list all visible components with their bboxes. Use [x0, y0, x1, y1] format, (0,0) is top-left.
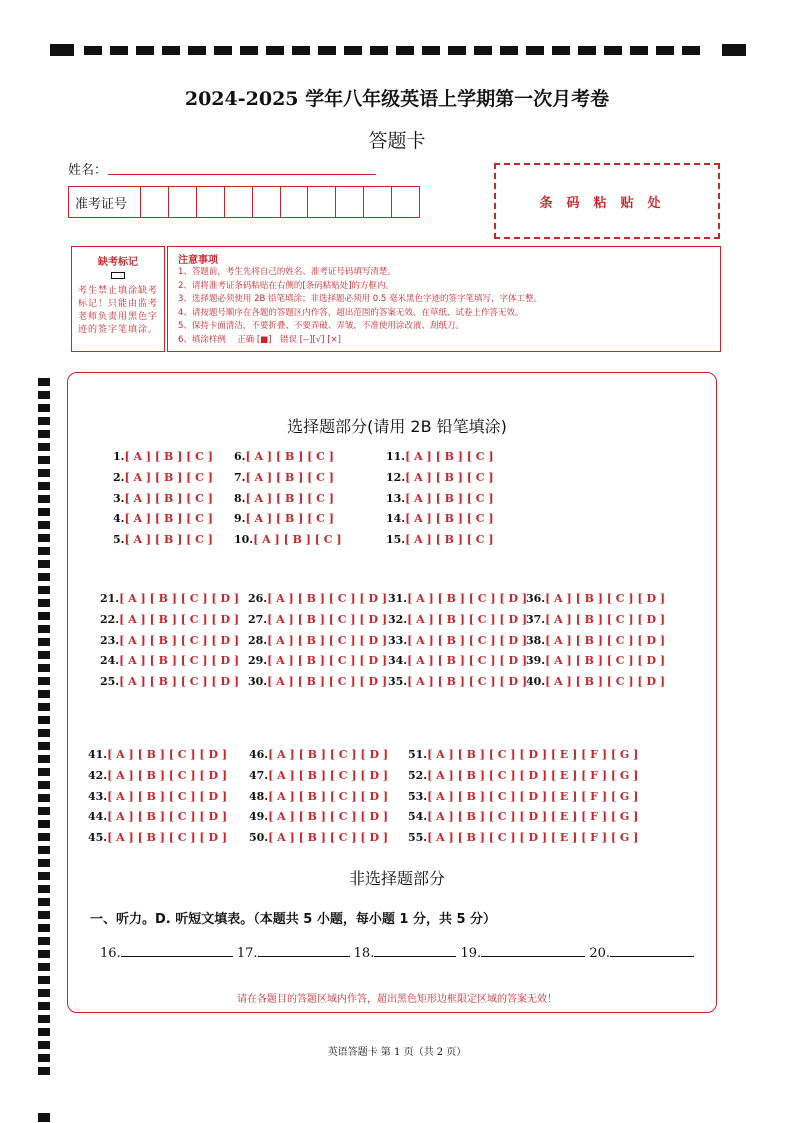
timing-mark: [38, 781, 50, 789]
answer-question[interactable]: [526, 654, 665, 667]
timing-mark: [38, 742, 50, 750]
answer-question[interactable]: [526, 592, 665, 605]
answer-question[interactable]: [388, 654, 527, 667]
answer-question[interactable]: [100, 634, 239, 647]
question-number: 34.: [388, 654, 408, 668]
notice-line: 6、填涂样例 正确 [■] 错误 [--][√] [×]: [178, 334, 341, 345]
timing-mark: [38, 846, 50, 854]
answer-question[interactable]: [113, 533, 213, 546]
question-number: 3.: [113, 491, 125, 505]
question-number: 50.: [249, 831, 269, 845]
timing-mark: [38, 703, 50, 711]
question-number: 35.: [388, 675, 408, 689]
answer-options[interactable]: [ A ] [ B ] [ C ] [ D ]: [119, 633, 240, 647]
answer-options[interactable]: [ A ] [ B ] [ C ] [ D ]: [545, 654, 666, 668]
exam-id-field[interactable]: [68, 186, 420, 218]
answer-options[interactable]: [ A ] [ B ] [ C ]: [405, 450, 494, 463]
answer-question[interactable]: [249, 748, 388, 761]
timing-mark: [38, 534, 50, 542]
blank-number: 19.: [460, 946, 482, 961]
timing-mark: [526, 46, 544, 55]
exam-id-digit-cell[interactable]: [225, 187, 253, 217]
exam-id-digit-cell[interactable]: [392, 187, 419, 217]
notice-title: 注意事项: [178, 255, 218, 266]
answer-options[interactable]: [ A ] [ B ] [ C ] [ D ]: [119, 592, 240, 605]
question-number: 45.: [88, 831, 108, 845]
answer-options[interactable]: [ A ] [ B ] [ C ]: [124, 470, 213, 484]
answer-question[interactable]: [113, 512, 213, 525]
timing-mark: [38, 521, 50, 529]
question-number: 39.: [526, 654, 546, 668]
answer-options[interactable]: [ A ] [ B ] [ C ]: [245, 450, 334, 463]
timing-mark: [38, 755, 50, 763]
answer-options[interactable]: [ A ] [ B ] [ C ] [ D ]: [407, 654, 528, 668]
timing-mark: [38, 664, 50, 672]
answer-options[interactable]: [ A ] [ B ] [ C ] [ D ]: [107, 831, 228, 845]
answer-question[interactable]: [388, 675, 527, 688]
answer-question[interactable]: [234, 512, 334, 525]
timing-mark: [552, 46, 570, 55]
answer-options[interactable]: [ A ] [ B ] [ C ] [ D ]: [267, 654, 388, 668]
timing-mark: [38, 651, 50, 659]
timing-mark: [38, 898, 50, 906]
answer-options[interactable]: [ A ] [ B ] [ C ] [ D ]: [268, 831, 389, 845]
question-number: 26.: [248, 592, 268, 605]
timing-mark: [84, 46, 102, 55]
answer-question[interactable]: [248, 675, 387, 688]
barcode-area: 条码粘贴处: [494, 163, 720, 239]
timing-mark: [266, 46, 284, 55]
timing-mark: [38, 560, 50, 568]
timing-mark: [318, 46, 336, 55]
blank-number: 18.: [353, 946, 375, 961]
answer-options[interactable]: [ A ] [ B ] [ C ] [ D ]: [107, 748, 228, 761]
timing-mark: [292, 46, 310, 55]
timing-mark: [188, 46, 206, 55]
top-timing-marks: [50, 44, 746, 56]
answer-options[interactable]: [ A ] [ B ] [ C ] [ D ]: [407, 612, 528, 626]
listening-blanks: [100, 944, 694, 961]
timing-mark: [38, 638, 50, 646]
question-number: 25.: [100, 675, 120, 689]
question-number: 44.: [88, 810, 108, 824]
question-number: 8.: [234, 491, 246, 505]
timing-mark: [448, 46, 466, 55]
answer-options[interactable]: [ A ] [ B ] [ C ] [ D ] [ E ] [ F ] [ G ]: [427, 748, 639, 761]
timing-mark: [38, 1015, 50, 1023]
exam-id-label: 准考证号: [69, 187, 141, 217]
answer-options[interactable]: [ A ] [ B ] [ C ] [ D ]: [268, 789, 389, 803]
timing-mark: [370, 46, 388, 55]
absent-mark-title: 缺考标记: [98, 257, 138, 268]
answer-options[interactable]: [ A ] [ B ] [ C ] [ D ]: [407, 633, 528, 647]
answer-options[interactable]: [ A ] [ B ] [ C ] [ D ]: [107, 768, 228, 782]
answer-options[interactable]: [ A ] [ B ] [ C ]: [245, 491, 334, 505]
timing-mark: [38, 586, 50, 594]
answer-options[interactable]: [ A ] [ B ] [ C ] [ D ]: [119, 654, 240, 668]
answer-question[interactable]: [100, 654, 239, 667]
timing-mark: [38, 1113, 50, 1122]
answer-question[interactable]: [248, 634, 387, 647]
answer-question[interactable]: [408, 831, 638, 844]
answer-question[interactable]: [386, 533, 494, 546]
question-number: 52.: [408, 768, 428, 782]
answer-question[interactable]: [113, 471, 213, 484]
answer-question[interactable]: [248, 654, 387, 667]
question-number: 51.: [408, 748, 428, 761]
answer-question[interactable]: [100, 675, 239, 688]
timing-mark: [38, 924, 50, 932]
timing-mark: [38, 469, 50, 477]
question-number: 54.: [408, 810, 428, 824]
question-number: 2.: [113, 470, 125, 484]
notice-line: 5、保持卡面清洁，不要折叠、不要弄破、弄皱，不准使用涂改液、刮纸刀。: [178, 321, 464, 331]
name-label: 姓名：: [68, 163, 108, 178]
answer-options[interactable]: [ A ] [ B ] [ C ] [ D ]: [545, 675, 666, 689]
timing-mark: [604, 46, 622, 55]
answer-question[interactable]: [234, 450, 334, 463]
blank-number: 16.: [100, 946, 121, 961]
question-number: 23.: [100, 633, 120, 647]
answer-question[interactable]: [386, 450, 494, 463]
answer-question[interactable]: [88, 810, 227, 823]
timing-mark: [38, 625, 50, 633]
answer-question[interactable]: [249, 810, 388, 823]
timing-mark: [656, 46, 674, 55]
answer-options[interactable]: [ A ] [ B ] [ C ] [ D ]: [407, 592, 528, 605]
answer-question[interactable]: [526, 675, 665, 688]
answer-question[interactable]: [388, 634, 527, 647]
answer-options[interactable]: [ A ] [ B ] [ C ]: [124, 512, 213, 526]
exam-id-digit-cell[interactable]: [364, 187, 392, 217]
name-field[interactable]: [108, 174, 376, 175]
question-number: 7.: [234, 470, 246, 484]
answer-options[interactable]: [ A ] [ B ] [ C ]: [124, 450, 213, 463]
timing-mark: [344, 46, 362, 55]
answer-question[interactable]: [526, 613, 665, 626]
answer-options[interactable]: [ A ] [ B ] [ C ]: [124, 491, 213, 505]
answer-options[interactable]: [ A ] [ B ] [ C ] [ D ] [ E ] [ F ] [ G ]: [427, 768, 639, 782]
notice-line: 1、答题前，考生先将自己的姓名、准考证号码填写清楚。: [178, 267, 396, 277]
question-number: 27.: [248, 612, 268, 626]
timing-mark: [38, 391, 50, 399]
answer-area-warning: 请在各题目的答题区域内作答，超出黑色矩形边框限定区域的答案无效！: [237, 994, 557, 1005]
question-number: 47.: [249, 768, 269, 782]
question-number: 11.: [386, 450, 406, 463]
exam-id-digit-cell[interactable]: [336, 187, 364, 217]
timing-mark: [38, 456, 50, 464]
question-number: 12.: [386, 470, 406, 484]
answer-options[interactable]: [ A ] [ B ] [ C ]: [245, 470, 334, 484]
answer-options[interactable]: [ A ] [ B ] [ C ] [ D ]: [107, 810, 228, 824]
answer-options[interactable]: [ A ] [ B ] [ C ] [ D ]: [407, 675, 528, 689]
timing-mark: [38, 768, 50, 776]
answer-question[interactable]: [88, 748, 227, 761]
answer-options[interactable]: [ A ] [ B ] [ C ]: [405, 512, 494, 526]
answer-question[interactable]: [100, 592, 239, 605]
question-number: 53.: [408, 789, 428, 803]
notice-line: 2、请将准考证条码粘贴在右侧的[条码粘贴处]的方框内。: [178, 280, 395, 291]
answer-blank[interactable]: [258, 944, 350, 957]
question-number: 36.: [526, 592, 546, 605]
answer-options[interactable]: [ A ] [ B ] [ C ]: [405, 491, 494, 505]
answer-question[interactable]: [113, 492, 213, 505]
answer-question[interactable]: [408, 790, 638, 803]
question-number: 22.: [100, 612, 120, 626]
answer-options[interactable]: [ A ] [ B ] [ C ] [ D ] [ E ] [ F ] [ G ]: [427, 789, 639, 803]
question-number: 42.: [88, 768, 108, 782]
answer-blank[interactable]: [121, 944, 233, 957]
answer-options[interactable]: [ A ] [ B ] [ C ] [ D ]: [545, 633, 666, 647]
timing-mark: [38, 950, 50, 958]
answer-question[interactable]: [386, 471, 494, 484]
timing-mark: [38, 1067, 50, 1075]
answer-question[interactable]: [234, 471, 334, 484]
answer-question[interactable]: [249, 769, 388, 782]
timing-mark: [50, 44, 74, 56]
answer-question[interactable]: [386, 492, 494, 505]
answer-question[interactable]: [249, 831, 388, 844]
question-number: 5.: [113, 533, 125, 547]
answer-blank[interactable]: [374, 944, 456, 957]
timing-mark: [38, 937, 50, 945]
notice-box: [167, 246, 721, 352]
timing-mark: [500, 46, 518, 55]
timing-mark: [396, 46, 414, 55]
timing-mark: [682, 46, 700, 55]
answer-options[interactable]: [ A ] [ B ] [ C ]: [405, 470, 494, 484]
timing-mark: [38, 963, 50, 971]
answer-question[interactable]: [408, 769, 638, 782]
timing-mark: [240, 46, 258, 55]
timing-mark: [38, 976, 50, 984]
timing-mark: [38, 794, 50, 802]
answer-question[interactable]: [88, 769, 227, 782]
answer-question[interactable]: [388, 613, 527, 626]
answer-question[interactable]: [234, 533, 342, 546]
answer-question[interactable]: [88, 831, 227, 844]
timing-mark: [38, 482, 50, 490]
timing-mark: [38, 443, 50, 451]
answer-blank[interactable]: [481, 944, 585, 957]
non-choice-section-title: 非选择题部分: [348, 869, 445, 888]
timing-mark: [38, 677, 50, 685]
question-number: 49.: [249, 810, 269, 824]
answer-options[interactable]: [ A ] [ B ] [ C ]: [245, 512, 334, 526]
answer-options[interactable]: [ A ] [ B ] [ C ] [ D ]: [267, 675, 388, 689]
blank-number: 20.: [589, 946, 610, 961]
exam-id-digit-cell[interactable]: [169, 187, 197, 217]
answer-options[interactable]: [ A ] [ B ] [ C ] [ D ] [ E ] [ F ] [ G ]: [427, 810, 639, 824]
question-number: 4.: [113, 512, 125, 526]
answer-question[interactable]: [248, 613, 387, 626]
timing-mark: [162, 46, 180, 55]
answer-question[interactable]: [408, 748, 638, 761]
answer-question[interactable]: [526, 634, 665, 647]
choice-section-title: 选择题部分(请用 2B 铅笔填涂): [287, 417, 507, 436]
answer-options[interactable]: [ A ] [ B ] [ C ] [ D ]: [107, 789, 228, 803]
timing-mark: [38, 1028, 50, 1036]
question-number: 21.: [100, 592, 120, 605]
answer-options[interactable]: [ A ] [ B ] [ C ] [ D ]: [267, 612, 388, 626]
answer-options[interactable]: [ A ] [ B ] [ C ] [ D ] [ E ] [ F ] [ G ]: [427, 831, 639, 845]
answer-options[interactable]: [ A ] [ B ] [ C ]: [124, 533, 213, 547]
timing-mark: [38, 729, 50, 737]
timing-mark: [214, 46, 232, 55]
answer-question[interactable]: [249, 790, 388, 803]
page-footer: 英语答题卡 第 1 页（共 2 页）: [327, 1047, 467, 1058]
question-number: 40.: [526, 675, 546, 689]
exam-id-digit-cell[interactable]: [141, 187, 169, 217]
answer-options[interactable]: [ A ] [ B ] [ C ] [ D ]: [119, 675, 240, 689]
timing-mark: [38, 820, 50, 828]
timing-mark: [38, 547, 50, 555]
answer-question[interactable]: [388, 592, 527, 605]
left-timing-marks: [38, 378, 50, 1123]
answer-options[interactable]: [ A ] [ B ] [ C ] [ D ]: [545, 612, 666, 626]
answer-options[interactable]: [ A ] [ B ] [ C ] [ D ]: [267, 592, 388, 605]
timing-mark: [38, 716, 50, 724]
part-one-title: 一、听力。D. 听短文填表。（本题共 5 小题，每小题 1 分，共 5 分）: [90, 912, 497, 927]
timing-mark: [422, 46, 440, 55]
question-number: 29.: [248, 654, 268, 668]
absent-mark-box: [71, 246, 165, 352]
timing-mark: [38, 807, 50, 815]
question-number: 10.: [234, 533, 254, 547]
timing-mark: [38, 599, 50, 607]
exam-id-digit-cell[interactable]: [253, 187, 281, 217]
answer-question[interactable]: [408, 810, 638, 823]
timing-mark: [578, 46, 596, 55]
timing-mark: [38, 378, 50, 386]
timing-mark: [110, 46, 128, 55]
timing-mark: [630, 46, 648, 55]
timing-mark: [38, 690, 50, 698]
notice-line: 4、请按题号顺序在各题的答题区内作答，超出范围的答案无效，在草纸、试卷上作答无效。: [178, 307, 524, 318]
answer-question[interactable]: [248, 592, 387, 605]
answer-question[interactable]: [100, 613, 239, 626]
blank-number: 17.: [236, 946, 258, 961]
answer-options[interactable]: [ A ] [ B ] [ C ] [ D ]: [267, 633, 388, 647]
question-number: 6.: [234, 450, 246, 463]
answer-options[interactable]: [ A ] [ B ] [ C ] [ D ]: [119, 612, 240, 626]
question-number: 30.: [248, 675, 268, 689]
question-number: 41.: [88, 748, 108, 761]
page-subtitle: 答题卡: [368, 130, 426, 152]
question-number: 13.: [386, 491, 406, 505]
answer-question[interactable]: [113, 450, 213, 463]
question-number: 37.: [526, 612, 546, 626]
question-number: 9.: [234, 512, 246, 526]
timing-mark: [38, 833, 50, 841]
answer-question[interactable]: [88, 790, 227, 803]
question-number: 31.: [388, 592, 408, 605]
timing-mark: [136, 46, 154, 55]
timing-mark: [38, 404, 50, 412]
exam-id-digit-cell[interactable]: [281, 187, 309, 217]
question-number: 15.: [386, 533, 406, 547]
timing-mark: [38, 495, 50, 503]
timing-mark: [38, 911, 50, 919]
question-number: 33.: [388, 633, 408, 647]
absent-mark-text: 考生禁止填涂缺考标记！只能由监考老师负责用黑色字迹的签字笔填涂。: [78, 286, 159, 335]
answer-options[interactable]: [ A ] [ B ] [ C ] [ D ]: [268, 768, 389, 782]
notice-line: 3、选择题必须使用 2B 铅笔填涂；非选择题必须用 0.5 毫米黑色字迹的签字笔填写，字体工整。: [178, 294, 542, 304]
timing-mark: [38, 612, 50, 620]
answer-blank[interactable]: [610, 944, 694, 957]
answer-options[interactable]: [ A ] [ B ] [ C ] [ D ]: [268, 810, 389, 824]
timing-mark: [722, 44, 746, 56]
question-number: 32.: [388, 612, 408, 626]
question-number: 38.: [526, 633, 546, 647]
answer-question[interactable]: [234, 492, 334, 505]
question-number: 28.: [248, 633, 268, 647]
timing-mark: [474, 46, 492, 55]
timing-mark: [38, 508, 50, 516]
question-number: 14.: [386, 512, 406, 526]
exam-id-digit-cell[interactable]: [308, 187, 336, 217]
question-number: 1.: [113, 450, 125, 463]
question-number: 48.: [249, 789, 269, 803]
exam-id-digit-cell[interactable]: [197, 187, 225, 217]
question-number: 43.: [88, 789, 108, 803]
absent-mark-checkbox[interactable]: [111, 272, 125, 279]
question-number: 46.: [249, 748, 269, 761]
answer-options[interactable]: [ A ] [ B ] [ C ] [ D ]: [545, 592, 666, 605]
answer-options[interactable]: [ A ] [ B ] [ C ]: [253, 533, 342, 547]
timing-mark: [38, 573, 50, 581]
answer-options[interactable]: [ A ] [ B ] [ C ] [ D ]: [268, 748, 389, 761]
answer-question[interactable]: [386, 512, 494, 525]
answer-options[interactable]: [ A ] [ B ] [ C ]: [405, 533, 494, 547]
question-number: 55.: [408, 831, 428, 845]
question-number: 24.: [100, 654, 120, 668]
page-title: 2024-2025 学年八年级英语上学期第一次月考卷: [184, 88, 610, 110]
